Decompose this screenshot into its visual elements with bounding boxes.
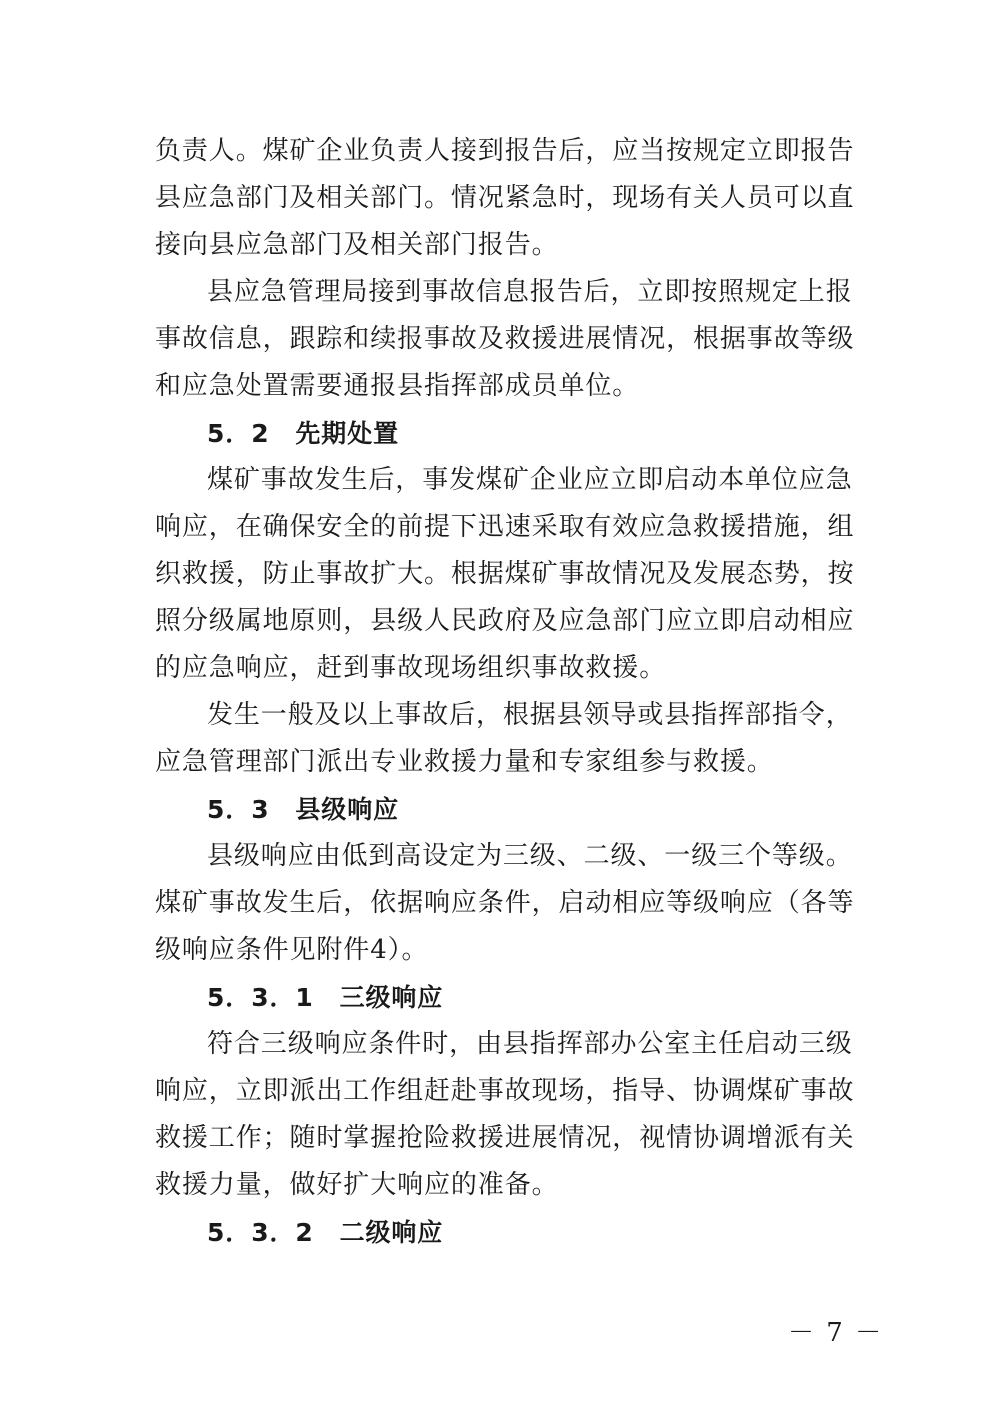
text-line: 级响应条件见附件4）。 bbox=[155, 935, 429, 965]
paragraph bbox=[155, 833, 855, 974]
section-heading: 5．3 县级响应 bbox=[207, 795, 399, 824]
text-line: 救援工作；随时掌握抢险救援进展情况，视情协调增派有关 bbox=[155, 1123, 855, 1153]
text-line: 和应急处置需要通报县指挥部成员单位。 bbox=[155, 371, 640, 401]
paragraph bbox=[155, 128, 855, 269]
paragraph bbox=[155, 1021, 855, 1209]
text-line: 接向县应急部门及相关部门报告。 bbox=[155, 230, 559, 260]
text-line: 救援力量，做好扩大响应的准备。 bbox=[155, 1170, 559, 1200]
document-page bbox=[155, 128, 855, 1256]
section-heading: 5．3．1 三级响应 bbox=[207, 983, 444, 1012]
page-number: － 7 － bbox=[788, 1318, 884, 1348]
text-line: 发生一般及以上事故后，根据县领导或县指挥部指令， bbox=[207, 700, 853, 730]
section-heading: 5．3．2 二级响应 bbox=[207, 1218, 444, 1247]
text-line: 县应急部门及相关部门。情况紧急时，现场有关人员可以直 bbox=[155, 183, 855, 213]
text-line: 煤矿事故发生后，依据响应条件，启动相应等级响应（各等 bbox=[155, 888, 855, 918]
paragraph bbox=[155, 457, 855, 692]
text-line: 县级响应由低到高设定为三级、二级、一级三个等级。 bbox=[207, 841, 853, 871]
text-line: 事故信息，跟踪和续报事故及救援进展情况，根据事故等级 bbox=[155, 324, 855, 354]
text-line: 的应急响应，赶到事故现场组织事故救援。 bbox=[155, 653, 667, 683]
text-line: 应急管理部门派出专业救援力量和专家组参与救援。 bbox=[155, 747, 774, 777]
text-line: 煤矿事故发生后，事发煤矿企业应立即启动本单位应急 bbox=[207, 465, 853, 495]
paragraph bbox=[155, 692, 853, 786]
text-line: 响应，立即派出工作组赶赴事故现场，指导、协调煤矿事故 bbox=[155, 1076, 855, 1106]
text-line: 织救援，防止事故扩大。根据煤矿事故情况及发展态势，按 bbox=[155, 559, 855, 589]
paragraph bbox=[155, 269, 855, 410]
text-line: 符合三级响应条件时，由县指挥部办公室主任启动三级 bbox=[207, 1029, 853, 1059]
text-line: 响应，在确保安全的前提下迅速采取有效应急救援措施，组 bbox=[155, 512, 855, 542]
section-heading: 5．2 先期处置 bbox=[207, 419, 399, 448]
text-line: 负责人。煤矿企业负责人接到报告后，应当按规定立即报告 bbox=[155, 136, 855, 166]
text-line: 县应急管理局接到事故信息报告后，立即按照规定上报 bbox=[207, 277, 853, 307]
text-line: 照分级属地原则，县级人民政府及应急部门应立即启动相应 bbox=[155, 606, 855, 636]
